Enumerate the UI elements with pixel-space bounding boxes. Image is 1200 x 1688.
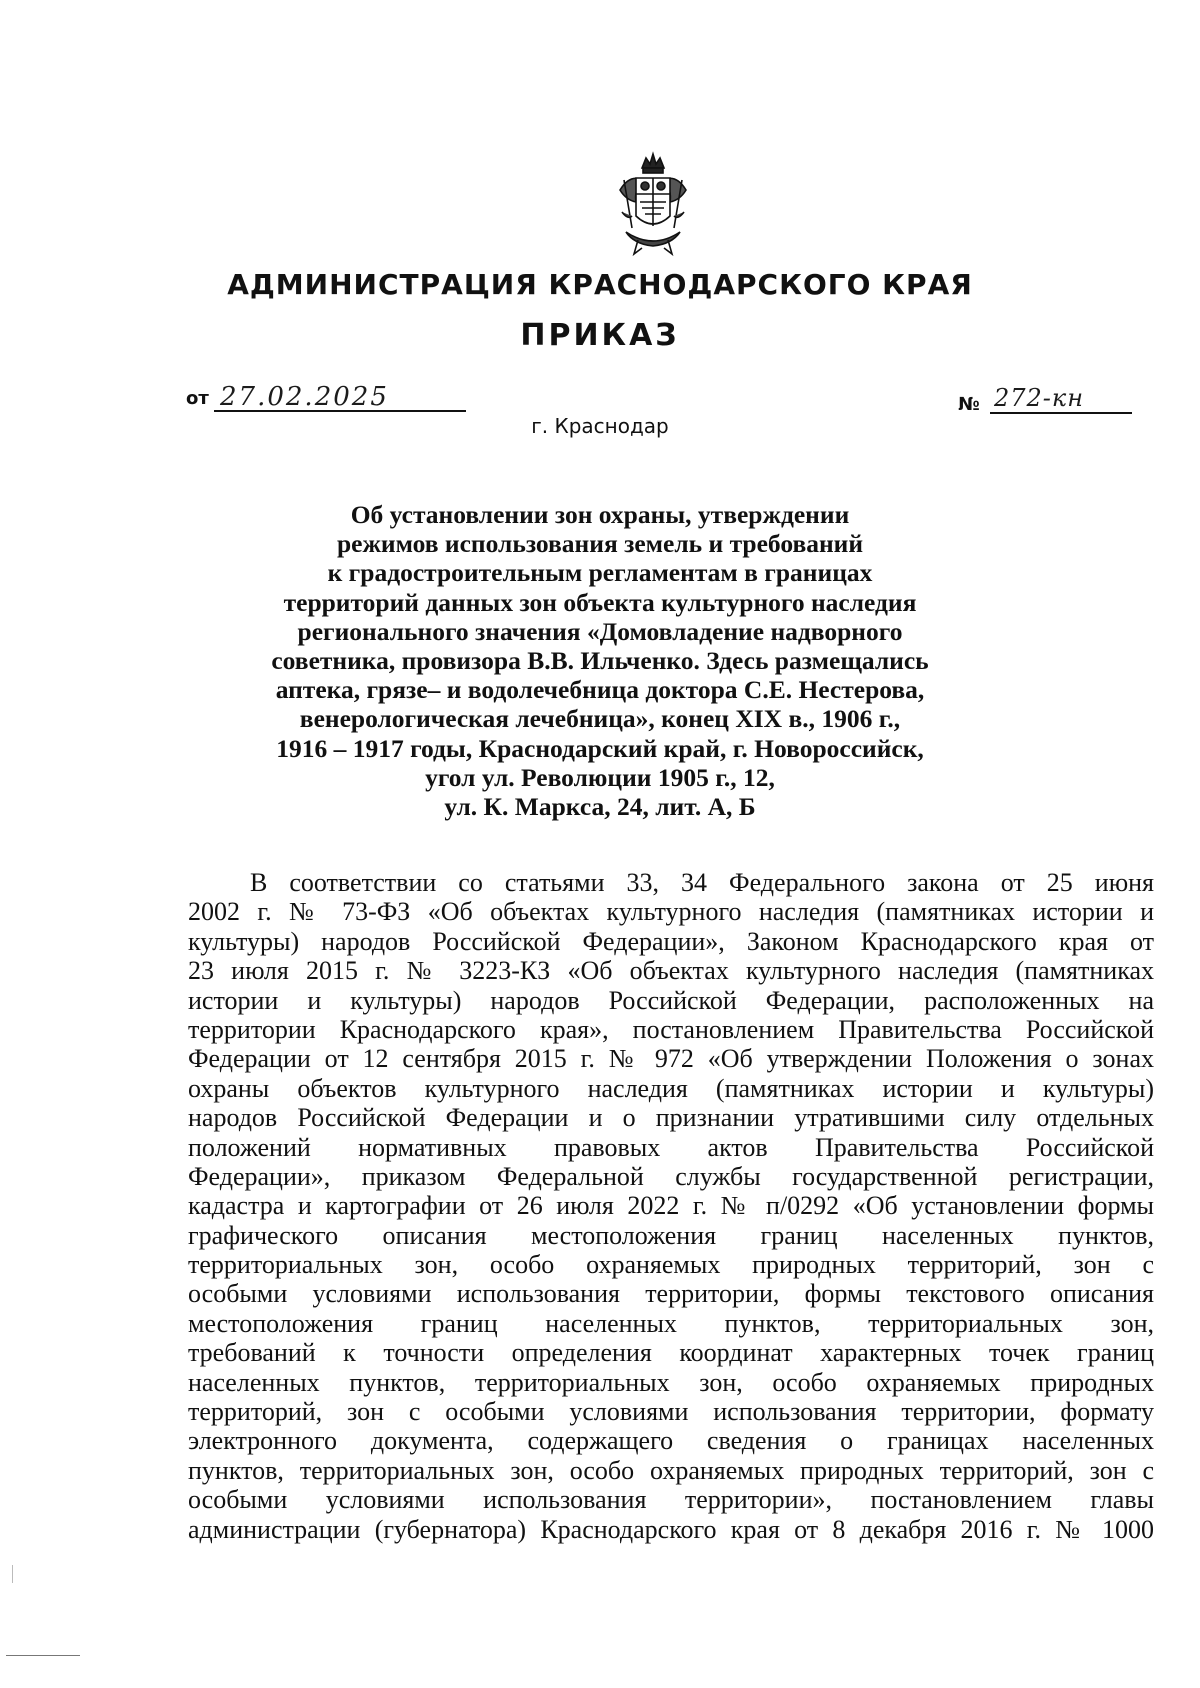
body-line: В соответствии со статьями 33, 34 Федерального закона от 25 июня bbox=[250, 868, 1154, 897]
document-body bbox=[188, 868, 1154, 1544]
title-line: ул. К. Маркса, 24, лит. А, Б bbox=[444, 792, 756, 822]
date-label: от bbox=[186, 388, 209, 409]
body-line: администрации (губернатора) Краснодарского края от 8 декабря 2016 г. № 1000 bbox=[188, 1514, 1154, 1544]
organization-name: АДМИНИСТРАЦИЯ КРАСНОДАРСКОГО КРАЯ bbox=[227, 268, 973, 301]
title-line: аптека, грязе– и водолечебница доктора С.Е. Нестерова, bbox=[275, 675, 925, 705]
body-line: охраны объектов культурного наследия (памятниках истории и культуры) bbox=[188, 1073, 1154, 1103]
coat-of-arms-icon bbox=[612, 150, 694, 260]
body-line: требований к точности определения координат характерных точек границ bbox=[188, 1338, 1154, 1368]
title-line: регионального значения «Домовладение надворного bbox=[297, 616, 903, 646]
number-handwritten: 272-кн bbox=[994, 384, 1085, 412]
body-line: территориальных зон, особо охраняемых природных территорий, зон с bbox=[188, 1250, 1154, 1280]
title-line: угол ул. Революции 1905 г., 12, bbox=[425, 762, 775, 792]
city-name: г. Краснодар bbox=[531, 414, 669, 438]
body-line: пунктов, территориальных зон, особо охраняемых природных территорий, зон с bbox=[188, 1455, 1154, 1485]
title-line: Об установлении зон охраны, утверждении bbox=[350, 500, 850, 529]
body-line: местоположения границ населенных пунктов, территориальных зон, bbox=[188, 1308, 1154, 1338]
body-line: территорий, зон с особыми условиями использования территории, формату bbox=[188, 1397, 1154, 1427]
body-line: 23 июля 2015 г. № 3223-КЗ «Об объектах культурного наследия (памятниках bbox=[188, 956, 1154, 986]
document-type: ПРИКАЗ bbox=[520, 318, 680, 353]
body-line: электронного документа, содержащего сведения о границах населенных bbox=[188, 1426, 1154, 1456]
body-line: особыми условиями использования территории, формы текстового описания bbox=[188, 1279, 1154, 1309]
number-label: № bbox=[958, 394, 980, 415]
body-line: 2002 г. № 73-ФЗ «Об объектах культурного наследия (памятниках истории и bbox=[188, 897, 1154, 927]
body-line: Федерации от 12 сентября 2015 г. № 972 «Об утверждении Положения о зонах bbox=[188, 1044, 1154, 1074]
title-line: 1916 – 1917 годы, Краснодарский край, г. Новороссийск, bbox=[276, 733, 924, 763]
body-line: культуры) народов Российской Федерации», Законом Краснодарского края от bbox=[188, 926, 1154, 956]
title-line: режимов использования земель и требований bbox=[336, 529, 864, 559]
date-handwritten: 27.02.2025 bbox=[220, 382, 389, 412]
title-line: территорий данных зон объекта культурного наследия bbox=[283, 587, 917, 617]
body-line: Федерации», приказом Федеральной службы государственной регистрации, bbox=[188, 1161, 1154, 1191]
scan-margin-line bbox=[6, 1655, 80, 1656]
body-line: положений нормативных правовых актов Правительства Российской bbox=[188, 1132, 1154, 1162]
number-underline bbox=[990, 412, 1132, 414]
title-line: венерологическая лечебница», конец XIX в., 1906 г., bbox=[299, 704, 901, 734]
scan-margin-mark bbox=[12, 1565, 13, 1583]
date-underline bbox=[214, 410, 466, 412]
body-line: истории и культуры) народов Российской Федерации, расположенных на bbox=[188, 985, 1154, 1015]
body-line: особыми условиями использования территории», постановлением главы bbox=[188, 1485, 1154, 1515]
body-line: населенных пунктов, территориальных зон, особо охраняемых природных bbox=[188, 1367, 1154, 1397]
body-line: кадастра и картографии от 26 июля 2022 г. № п/0292 «Об установлении формы bbox=[188, 1191, 1154, 1221]
body-line: территории Краснодарского края», постановлением Правительства Российской bbox=[188, 1014, 1154, 1044]
body-line: народов Российской Федерации и о признании утратившими силу отдельных bbox=[188, 1103, 1154, 1133]
title-line: к градостроительным регламентам в границах bbox=[327, 558, 873, 588]
body-line: графического описания местоположения границ населенных пунктов, bbox=[188, 1220, 1154, 1250]
title-line: советника, провизора В.В. Ильченко. Здесь размещались bbox=[271, 646, 929, 676]
document-title bbox=[230, 500, 970, 821]
